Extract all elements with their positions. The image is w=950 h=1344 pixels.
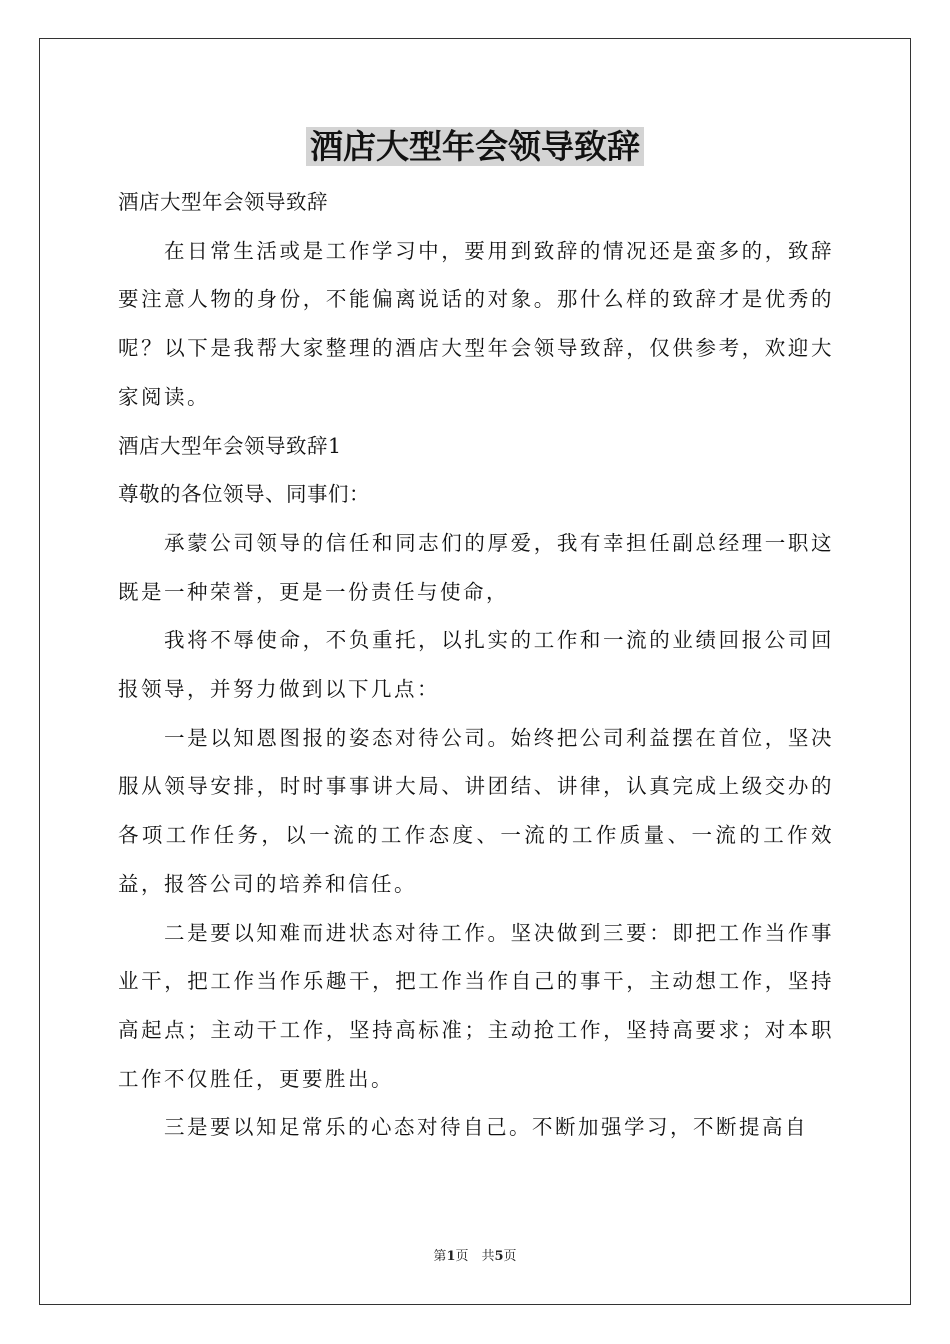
- paragraph: 酒店大型年会领导致辞1: [118, 433, 342, 458]
- paragraph: 尊敬的各位领导、同事们：: [118, 482, 370, 507]
- page-footer: [0, 1245, 950, 1264]
- paragraph: 酒店大型年会领导致辞: [118, 190, 328, 214]
- paragraph: 二是要以知难而进状态对待工作。坚决做到三要：即把工作当作事业干，把工作当作乐趣干，把工作当作自己的事干，主动想工作，坚持高起点；主动干工作，坚持高标准；主动抢工作，坚持高要求；对本职工作不仅胜任，更要胜出。: [118, 920, 834, 1091]
- page-mid: 页 共: [455, 1249, 495, 1264]
- paragraph: 我将不辱使命，不负重托，以扎实的工作和一流的业绩回报公司回报领导，并努力做到以下几点：: [118, 628, 834, 702]
- document-body: [118, 178, 834, 1152]
- page-prefix: 第: [433, 1249, 447, 1264]
- page-suffix: 页: [503, 1249, 517, 1264]
- paragraph: 在日常生活或是工作学习中，要用到致辞的情况还是蛮多的，致辞要注意人物的身份，不能偏离说话的对象。那什么样的致辞才是优秀的呢？以下是我帮大家整理的酒店大型年会领导致辞，仅供参考，欢迎大家阅读。: [118, 238, 834, 409]
- paragraph: 承蒙公司领导的信任和同志们的厚爱，我有幸担任副总经理一职这既是一种荣誉，更是一份责任与使命，: [118, 530, 834, 604]
- page-total: 5: [494, 1249, 504, 1264]
- paragraph: 一是以知恩图报的姿态对待公司。始终把公司利益摆在首位，坚决服从领导安排，时时事事讲大局、讲团结、讲律，认真完成上级交办的各项工作任务，以一流的工作态度、一流的工作质量、一流的工作效益，报答公司的培养和信任。: [118, 725, 834, 896]
- document-title-text: 酒店大型年会领导致辞: [306, 127, 644, 166]
- page-current: 1: [446, 1249, 456, 1264]
- paragraph: 三是要以知足常乐的心态对待自己。不断加强学习，不断提高自: [164, 1115, 808, 1140]
- document-title: [0, 122, 950, 172]
